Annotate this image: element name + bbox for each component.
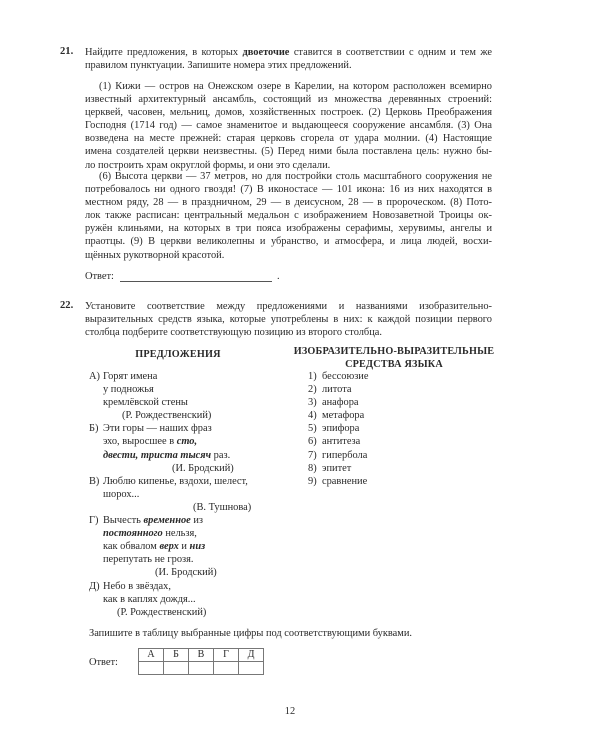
page-number: 12 (284, 706, 296, 717)
text-run: правилом пунктуации. Запишите номера этих предложений. (85, 60, 352, 72)
emphasized-text: низ (189, 541, 206, 553)
sentence-item (89, 514, 289, 579)
sentence-line (89, 527, 289, 540)
text-run: кремлёвской стены (103, 397, 188, 409)
text-run: и (178, 541, 190, 553)
text-run: Люблю кипенье, вздохи, шелест, (103, 475, 248, 487)
sentence-letter: А) (89, 371, 100, 382)
text-line (85, 313, 492, 326)
text-line (85, 326, 492, 339)
text-line (85, 300, 492, 313)
text-line (85, 145, 492, 158)
text-run: как обвалом (103, 541, 160, 553)
text-run: (1) Кижи — остров на Онежском озере в Карелии, на котором расположен всемирно (99, 81, 492, 92)
question-21-number: 21. (60, 46, 74, 57)
sentence-line (89, 435, 289, 448)
question-22-prompt (85, 300, 492, 339)
sentence-line (89, 396, 289, 409)
means-item (308, 396, 488, 409)
text-run: Эти горы — наших фраз (103, 423, 212, 435)
question-21-answer-field[interactable] (120, 281, 272, 282)
sentence-author: (Р. Рождественский) (122, 410, 212, 422)
text-line (85, 93, 492, 106)
text-line (85, 106, 492, 119)
text-run: лок также расписан: центральный медальон с изображением Новозаветной Троицы ок- (85, 210, 492, 222)
sentence-line (89, 383, 289, 396)
sentence-author: (И. Бродский) (172, 462, 234, 474)
means-label: эпифора (322, 423, 360, 435)
sentences-column-header: ПРЕДЛОЖЕНИЯ (135, 349, 221, 360)
text-line (85, 59, 492, 72)
sentence-line (89, 475, 289, 488)
sentence-author: (Р. Рождественский) (117, 606, 207, 618)
sentence-line (89, 488, 289, 501)
means-header-line-1: ИЗОБРАЗИТЕЛЬНО-ВЫРАЗИТЕЛЬНЫЕ (293, 346, 495, 357)
answer-cell[interactable] (139, 662, 164, 675)
means-number: 6) (308, 436, 317, 448)
text-run: из (190, 515, 204, 527)
answer-table (138, 648, 264, 675)
text-run: нельзя, (162, 528, 197, 540)
means-label: анафора (322, 397, 359, 409)
text-run: ставится в соответствии с одним и тем же (289, 47, 492, 58)
sentence-author: (В. Тушнова) (193, 501, 252, 513)
text-run: ружён клиньями, на которых в три пояса изображены серафимы, херувимы, ангелы и (85, 223, 492, 235)
means-number: 2) (308, 384, 317, 396)
answer-table-header: Б (164, 649, 189, 662)
question-21-prompt (85, 46, 492, 72)
text-run: праотцы. (9) В церкви великолепны и убранство, и атмосфера, и лица людей, восхи- (85, 236, 492, 248)
answer-cell[interactable] (214, 662, 239, 675)
table-instruction: Запишите в таблицу выбранные цифры под соответствующими буквами. (89, 628, 413, 639)
text-run: известный архитектурный ансамбль, состоящий из множества деревянных строений: (85, 94, 492, 106)
text-run: Господня (1714 год) — самое знаменитое и выдающееся сооружение ансамбля. (3) Она (85, 120, 492, 132)
emphasized-text: сто, (176, 436, 198, 448)
means-label: метафора (322, 410, 365, 422)
sentence-line (89, 514, 289, 527)
sentence-letter: Б) (89, 423, 99, 435)
text-run: потребовалось ни одного гвоздя! (7) В иконостасе — 101 икона: 16 из них находятся в (85, 184, 492, 196)
emphasized-text: двести, триста тысяч (103, 449, 212, 461)
means-label: гипербола (322, 449, 368, 461)
text-run: Небо в звёздах, (103, 580, 171, 592)
text-run: местном ряду, 28 — в праздничном, 29 — в деисусном, 28 — в пророческом. (8) Пото- (85, 197, 492, 209)
means-number: 8) (308, 462, 317, 474)
means-item (308, 409, 488, 422)
means-number: 1) (308, 371, 317, 382)
text-run: имена создателей церкви неизвестны. (5) Перед ними была поставлена цель: нужно бы- (85, 146, 492, 158)
sentence-line (89, 370, 289, 383)
text-line (85, 170, 492, 183)
question-22-answer-label: Ответ: (89, 657, 118, 668)
text-run: выразительных средств языка, которые употреблены в них: к каждой позиции первого (85, 314, 492, 326)
text-run: Вычесть (103, 515, 144, 527)
sentence-line (89, 593, 289, 606)
emphasized-text: временное (143, 515, 191, 527)
means-item (308, 449, 488, 462)
answer-table-header-row (139, 649, 264, 662)
question-22-number: 22. (60, 300, 74, 311)
answer-cell[interactable] (189, 662, 214, 675)
text-line (85, 209, 492, 222)
answer-table-header: В (189, 649, 214, 662)
text-line (85, 235, 492, 248)
means-label: литота (322, 384, 352, 396)
text-run: эхо, выросшее в (103, 436, 177, 448)
question-21-paragraph-1 (85, 80, 492, 172)
answer-table-header: А (139, 649, 164, 662)
means-item (308, 370, 488, 383)
text-line (85, 249, 492, 262)
sentence-author: (И. Бродский) (155, 567, 217, 579)
text-line (85, 222, 492, 235)
text-run: как в каплях дождя... (103, 593, 196, 605)
text-run: (6) Высота церкви — 37 метров, но для постройки столь масштабного сооружения не (99, 171, 492, 182)
sentence-item (89, 580, 289, 619)
sentence-line (89, 422, 289, 435)
answer-cell[interactable] (239, 662, 264, 675)
answer-table-header: Д (239, 649, 264, 662)
text-line (85, 132, 492, 145)
text-run: Горят имена (103, 371, 158, 382)
text-run: ло построить храм округлой формы, и они это сделали. (85, 159, 331, 171)
sentence-item (89, 370, 289, 422)
means-item (308, 462, 488, 475)
text-run: щённых рукотворной красотой. (85, 249, 225, 261)
means-number: 4) (308, 410, 317, 422)
answer-cell[interactable] (164, 662, 189, 675)
means-item (308, 435, 488, 448)
means-label: эпитет (322, 462, 352, 474)
means-item (308, 475, 488, 488)
text-run: перепутать не грозя. (103, 554, 194, 566)
text-run: возведена на месте прежней: старая церковь сгорела от удара молнии. (4) Настоящие (85, 133, 492, 145)
means-item (308, 422, 488, 435)
text-line (85, 183, 492, 196)
text-line (85, 80, 492, 93)
means-column-header (288, 345, 500, 371)
sentence-line (89, 580, 289, 593)
question-21-paragraph-2 (85, 170, 492, 262)
sentence-line (89, 553, 289, 566)
text-run: Найдите предложения, в которых (85, 47, 243, 58)
means-label: антитеза (322, 436, 361, 448)
sentence-letter: Г) (89, 515, 99, 527)
answer-period: . (277, 271, 280, 282)
sentence-line (89, 540, 289, 553)
text-run: церквей, часовен, мельниц, домов, хозяйственных построек. (2) Церковь Преображения (85, 107, 492, 119)
emphasized-text: двоеточие (242, 47, 290, 58)
means-item (308, 383, 488, 396)
emphasized-text: верх (159, 541, 179, 553)
text-run: Установите соответствие между предложениями и названиями изобразительно- (85, 301, 492, 312)
means-header-line-2: СРЕДСТВА ЯЗЫКА (345, 359, 443, 371)
answer-table-input-row (139, 662, 264, 675)
text-run: у подножья (103, 384, 154, 396)
text-line (85, 46, 492, 59)
means-list (308, 370, 488, 488)
means-label: бессоюзие (322, 371, 369, 382)
text-line (85, 196, 492, 209)
sentences-list (89, 370, 289, 619)
text-run: шорох... (103, 488, 140, 500)
text-line (85, 119, 492, 132)
answer-table-header: Г (214, 649, 239, 662)
means-number: 5) (308, 423, 317, 435)
emphasized-text: постоянного (103, 528, 163, 540)
sentence-line (89, 449, 289, 462)
means-number: 9) (308, 475, 317, 487)
means-number: 7) (308, 449, 317, 461)
means-label: сравнение (322, 475, 368, 487)
sentence-item (89, 422, 289, 474)
question-21-answer-label: Ответ: (85, 271, 114, 282)
text-run: раз. (211, 449, 231, 461)
sentence-letter: В) (89, 475, 100, 487)
sentence-item (89, 475, 289, 514)
text-run: столбца подберите соответствующую позицию из второго столбца. (85, 327, 382, 339)
means-number: 3) (308, 397, 317, 409)
sentence-letter: Д) (89, 580, 100, 592)
